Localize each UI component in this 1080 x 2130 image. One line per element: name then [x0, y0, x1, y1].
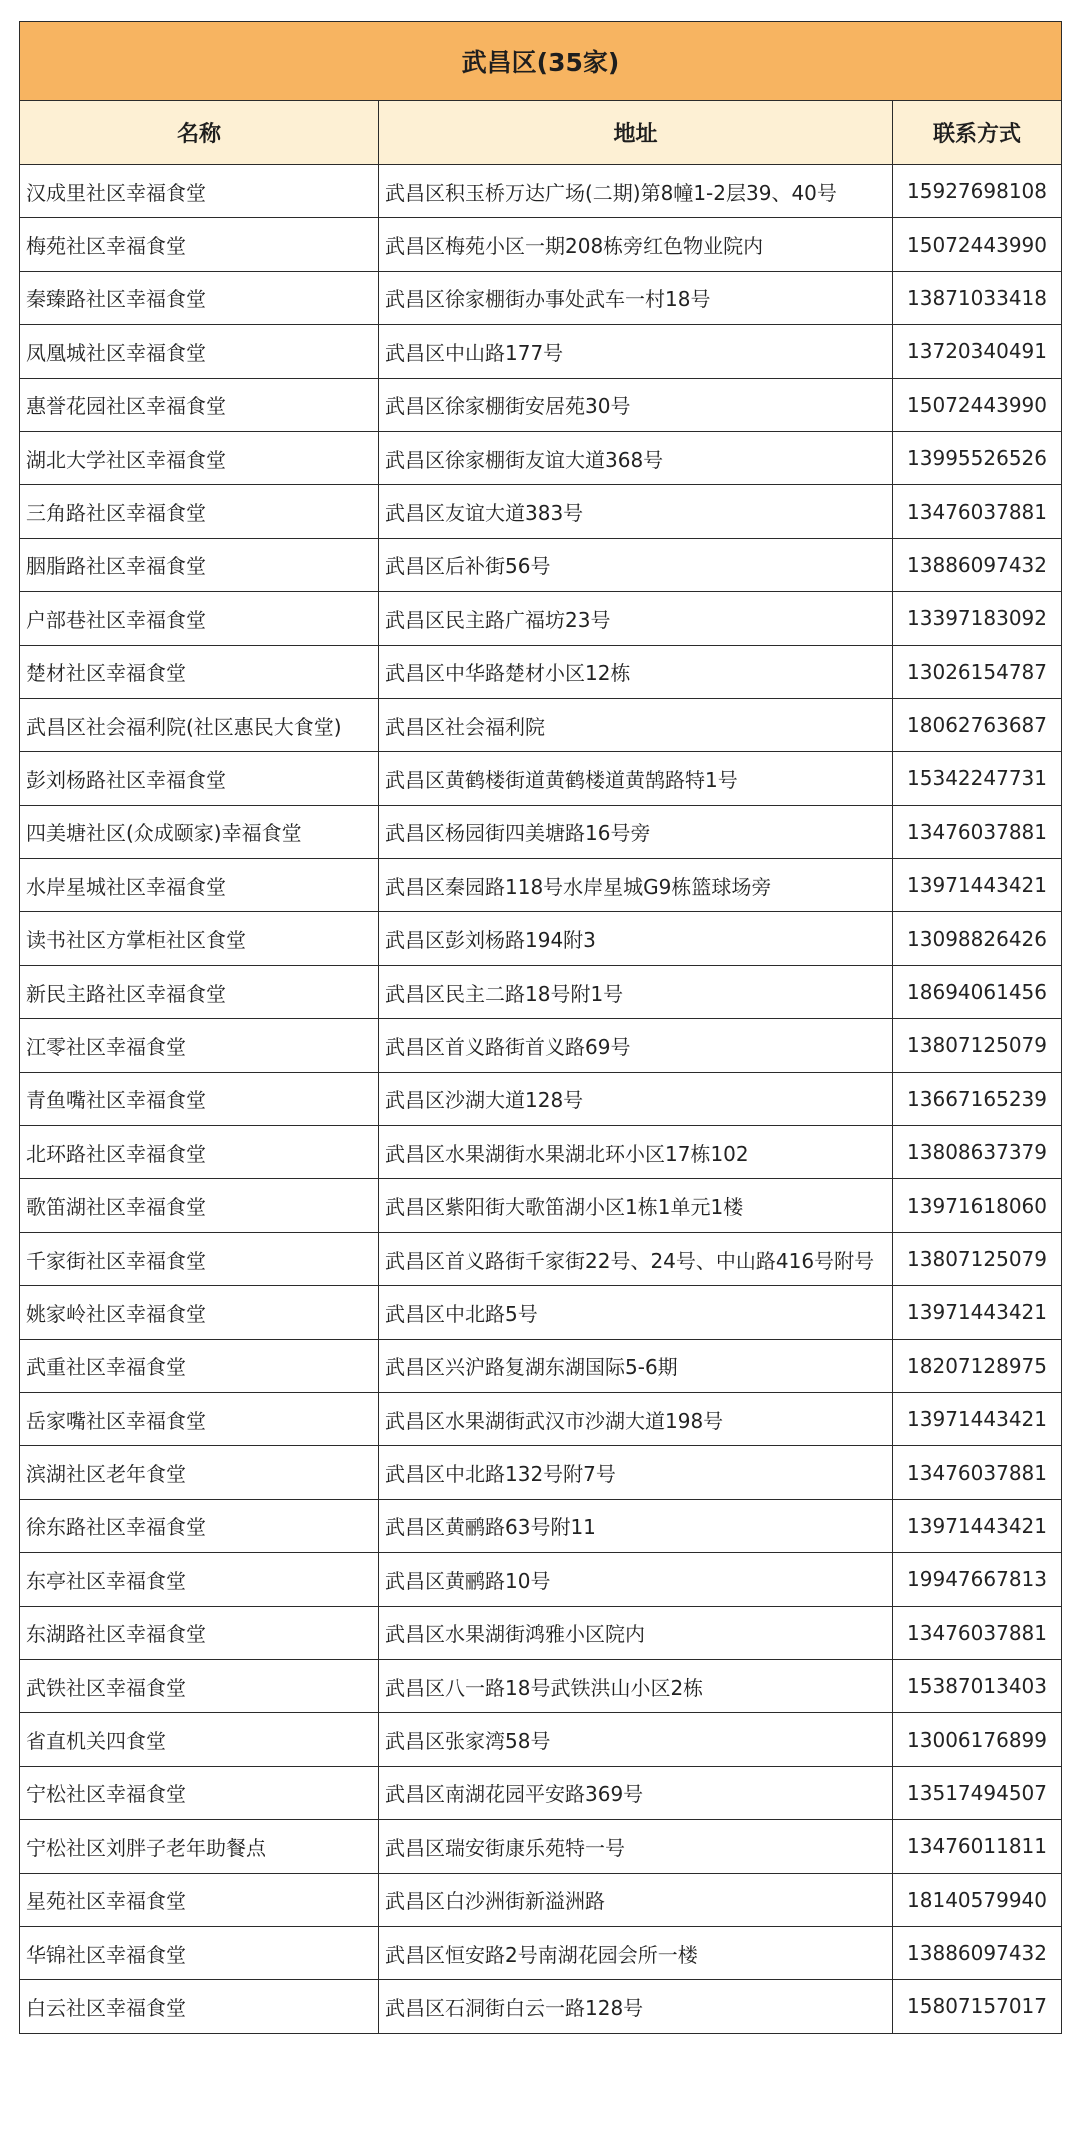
cell-phone: 13397183092	[893, 592, 1062, 645]
cell-address: 武昌区黄鹂路10号	[379, 1553, 893, 1606]
cell-phone: 13886097432	[893, 1926, 1062, 1979]
table-row	[20, 1019, 1062, 1072]
cell-name: 湖北大学社区幸福食堂	[20, 431, 379, 484]
table-title-row	[20, 22, 1062, 101]
cell-name: 江零社区幸福食堂	[20, 1019, 379, 1072]
table-row	[20, 271, 1062, 324]
cell-phone: 13476037881	[893, 485, 1062, 538]
cell-name: 汉成里社区幸福食堂	[20, 165, 379, 218]
cell-address: 武昌区水果湖街武汉市沙湖大道198号	[379, 1392, 893, 1445]
cell-phone: 13098826426	[893, 912, 1062, 965]
table-row	[20, 1232, 1062, 1285]
canteen-table-container	[19, 21, 1061, 2034]
cell-phone: 13026154787	[893, 645, 1062, 698]
cell-address: 武昌区民主二路18号附1号	[379, 965, 893, 1018]
cell-address: 武昌区徐家棚街办事处武车一村18号	[379, 271, 893, 324]
cell-address: 武昌区瑞安街康乐苑特一号	[379, 1820, 893, 1873]
cell-phone: 13971443421	[893, 1286, 1062, 1339]
table-row	[20, 1926, 1062, 1979]
cell-name: 楚材社区幸福食堂	[20, 645, 379, 698]
table-row	[20, 218, 1062, 271]
table-row	[20, 1766, 1062, 1819]
header-contact: 联系方式	[893, 101, 1062, 165]
cell-name: 岳家嘴社区幸福食堂	[20, 1392, 379, 1445]
cell-name: 北环路社区幸福食堂	[20, 1126, 379, 1179]
table-row	[20, 1499, 1062, 1552]
cell-name: 武重社区幸福食堂	[20, 1339, 379, 1392]
cell-phone: 13971443421	[893, 859, 1062, 912]
table-row	[20, 1446, 1062, 1499]
cell-address: 武昌区积玉桥万达广场(二期)第8幢1-2层39、40号	[379, 165, 893, 218]
cell-name: 宁松社区幸福食堂	[20, 1766, 379, 1819]
cell-address: 武昌区杨园街四美塘路16号旁	[379, 805, 893, 858]
cell-name: 户部巷社区幸福食堂	[20, 592, 379, 645]
cell-phone: 13807125079	[893, 1232, 1062, 1285]
cell-address: 武昌区石洞街白云一路128号	[379, 1980, 893, 2033]
cell-address: 武昌区八一路18号武铁洪山小区2栋	[379, 1659, 893, 1712]
cell-address: 武昌区黄鹂路63号附11	[379, 1499, 893, 1552]
cell-name: 姚家岭社区幸福食堂	[20, 1286, 379, 1339]
table-row	[20, 325, 1062, 378]
cell-name: 歌笛湖社区幸福食堂	[20, 1179, 379, 1232]
cell-name: 白云社区幸福食堂	[20, 1980, 379, 2033]
cell-address: 武昌区紫阳街大歌笛湖小区1栋1单元1楼	[379, 1179, 893, 1232]
cell-phone: 13476011811	[893, 1820, 1062, 1873]
cell-phone: 19947667813	[893, 1553, 1062, 1606]
cell-address: 武昌区秦园路118号水岸星城G9栋篮球场旁	[379, 859, 893, 912]
cell-phone: 15807157017	[893, 1980, 1062, 2033]
cell-address: 武昌区黄鹤楼街道黄鹤楼道黄鹄路特1号	[379, 752, 893, 805]
cell-address: 武昌区张家湾58号	[379, 1713, 893, 1766]
cell-address: 武昌区中华路楚材小区12栋	[379, 645, 893, 698]
cell-phone: 13720340491	[893, 325, 1062, 378]
table-row	[20, 1126, 1062, 1179]
cell-phone: 13006176899	[893, 1713, 1062, 1766]
cell-name: 东亭社区幸福食堂	[20, 1553, 379, 1606]
cell-name: 秦臻路社区幸福食堂	[20, 271, 379, 324]
table-row	[20, 1286, 1062, 1339]
table-row	[20, 912, 1062, 965]
cell-phone: 15387013403	[893, 1659, 1062, 1712]
cell-address: 武昌区沙湖大道128号	[379, 1072, 893, 1125]
cell-address: 武昌区兴沪路复湖东湖国际5-6期	[379, 1339, 893, 1392]
cell-address: 武昌区徐家棚街安居苑30号	[379, 378, 893, 431]
table-row	[20, 485, 1062, 538]
cell-address: 武昌区彭刘杨路194附3	[379, 912, 893, 965]
table-row	[20, 431, 1062, 484]
cell-phone: 18140579940	[893, 1873, 1062, 1926]
cell-phone: 13971443421	[893, 1499, 1062, 1552]
table-row	[20, 1980, 1062, 2033]
cell-name: 省直机关四食堂	[20, 1713, 379, 1766]
cell-phone: 15342247731	[893, 752, 1062, 805]
cell-name: 星苑社区幸福食堂	[20, 1873, 379, 1926]
table-row	[20, 592, 1062, 645]
table-row	[20, 1873, 1062, 1926]
cell-name: 四美塘社区(众成颐家)幸福食堂	[20, 805, 379, 858]
cell-phone: 18694061456	[893, 965, 1062, 1018]
table-row	[20, 1606, 1062, 1659]
cell-address: 武昌区水果湖街水果湖北环小区17栋102	[379, 1126, 893, 1179]
cell-address: 武昌区南湖花园平安路369号	[379, 1766, 893, 1819]
cell-name: 青鱼嘴社区幸福食堂	[20, 1072, 379, 1125]
cell-address: 武昌区白沙洲街新溢洲路	[379, 1873, 893, 1926]
cell-phone: 13476037881	[893, 805, 1062, 858]
cell-address: 武昌区后补街56号	[379, 538, 893, 591]
cell-address: 武昌区徐家棚街友谊大道368号	[379, 431, 893, 484]
table-row	[20, 1713, 1062, 1766]
table-row	[20, 165, 1062, 218]
header-address: 地址	[379, 101, 893, 165]
cell-address: 武昌区中山路177号	[379, 325, 893, 378]
cell-phone: 15927698108	[893, 165, 1062, 218]
cell-name: 彭刘杨路社区幸福食堂	[20, 752, 379, 805]
cell-address: 武昌区友谊大道383号	[379, 485, 893, 538]
cell-phone: 13971618060	[893, 1179, 1062, 1232]
cell-address: 武昌区中北路5号	[379, 1286, 893, 1339]
cell-phone: 15072443990	[893, 378, 1062, 431]
cell-name: 读书社区方掌柜社区食堂	[20, 912, 379, 965]
cell-address: 武昌区中北路132号附7号	[379, 1446, 893, 1499]
table-row	[20, 752, 1062, 805]
cell-name: 武昌区社会福利院(社区惠民大食堂)	[20, 698, 379, 751]
table-row	[20, 1179, 1062, 1232]
cell-name: 千家街社区幸福食堂	[20, 1232, 379, 1285]
cell-name: 凤凰城社区幸福食堂	[20, 325, 379, 378]
cell-address: 武昌区梅苑小区一期208栋旁红色物业院内	[379, 218, 893, 271]
table-row	[20, 1072, 1062, 1125]
cell-name: 武铁社区幸福食堂	[20, 1659, 379, 1712]
cell-phone: 13476037881	[893, 1606, 1062, 1659]
header-name: 名称	[20, 101, 379, 165]
cell-phone: 18062763687	[893, 698, 1062, 751]
cell-address: 武昌区社会福利院	[379, 698, 893, 751]
table-row	[20, 378, 1062, 431]
table-row	[20, 645, 1062, 698]
cell-address: 武昌区恒安路2号南湖花园会所一楼	[379, 1926, 893, 1979]
cell-phone: 13667165239	[893, 1072, 1062, 1125]
cell-phone: 13808637379	[893, 1126, 1062, 1179]
cell-name: 华锦社区幸福食堂	[20, 1926, 379, 1979]
table-header-row	[20, 101, 1062, 165]
cell-phone: 13807125079	[893, 1019, 1062, 1072]
cell-name: 东湖路社区幸福食堂	[20, 1606, 379, 1659]
cell-name: 梅苑社区幸福食堂	[20, 218, 379, 271]
table-row	[20, 965, 1062, 1018]
cell-phone: 13476037881	[893, 1446, 1062, 1499]
table-row	[20, 698, 1062, 751]
cell-phone: 15072443990	[893, 218, 1062, 271]
cell-name: 徐东路社区幸福食堂	[20, 1499, 379, 1552]
cell-phone: 13995526526	[893, 431, 1062, 484]
cell-address: 武昌区水果湖街鸿雅小区院内	[379, 1606, 893, 1659]
cell-name: 新民主路社区幸福食堂	[20, 965, 379, 1018]
cell-phone: 18207128975	[893, 1339, 1062, 1392]
cell-name: 胭脂路社区幸福食堂	[20, 538, 379, 591]
table-row	[20, 859, 1062, 912]
cell-phone: 13517494507	[893, 1766, 1062, 1819]
cell-phone: 13971443421	[893, 1392, 1062, 1445]
canteen-table	[19, 21, 1062, 2034]
table-row	[20, 1339, 1062, 1392]
cell-address: 武昌区首义路街千家街22号、24号、中山路416号附号	[379, 1232, 893, 1285]
cell-address: 武昌区首义路街首义路69号	[379, 1019, 893, 1072]
cell-name: 滨湖社区老年食堂	[20, 1446, 379, 1499]
cell-phone: 13886097432	[893, 538, 1062, 591]
table-row	[20, 1392, 1062, 1445]
cell-name: 三角路社区幸福食堂	[20, 485, 379, 538]
cell-name: 惠誉花园社区幸福食堂	[20, 378, 379, 431]
cell-address: 武昌区民主路广福坊23号	[379, 592, 893, 645]
table-row	[20, 1659, 1062, 1712]
table-row	[20, 1820, 1062, 1873]
cell-name: 水岸星城社区幸福食堂	[20, 859, 379, 912]
table-row	[20, 805, 1062, 858]
cell-name: 宁松社区刘胖子老年助餐点	[20, 1820, 379, 1873]
table-row	[20, 538, 1062, 591]
table-title: 武昌区(35家)	[20, 22, 1062, 101]
table-row	[20, 1553, 1062, 1606]
cell-phone: 13871033418	[893, 271, 1062, 324]
table-body	[20, 165, 1062, 2034]
